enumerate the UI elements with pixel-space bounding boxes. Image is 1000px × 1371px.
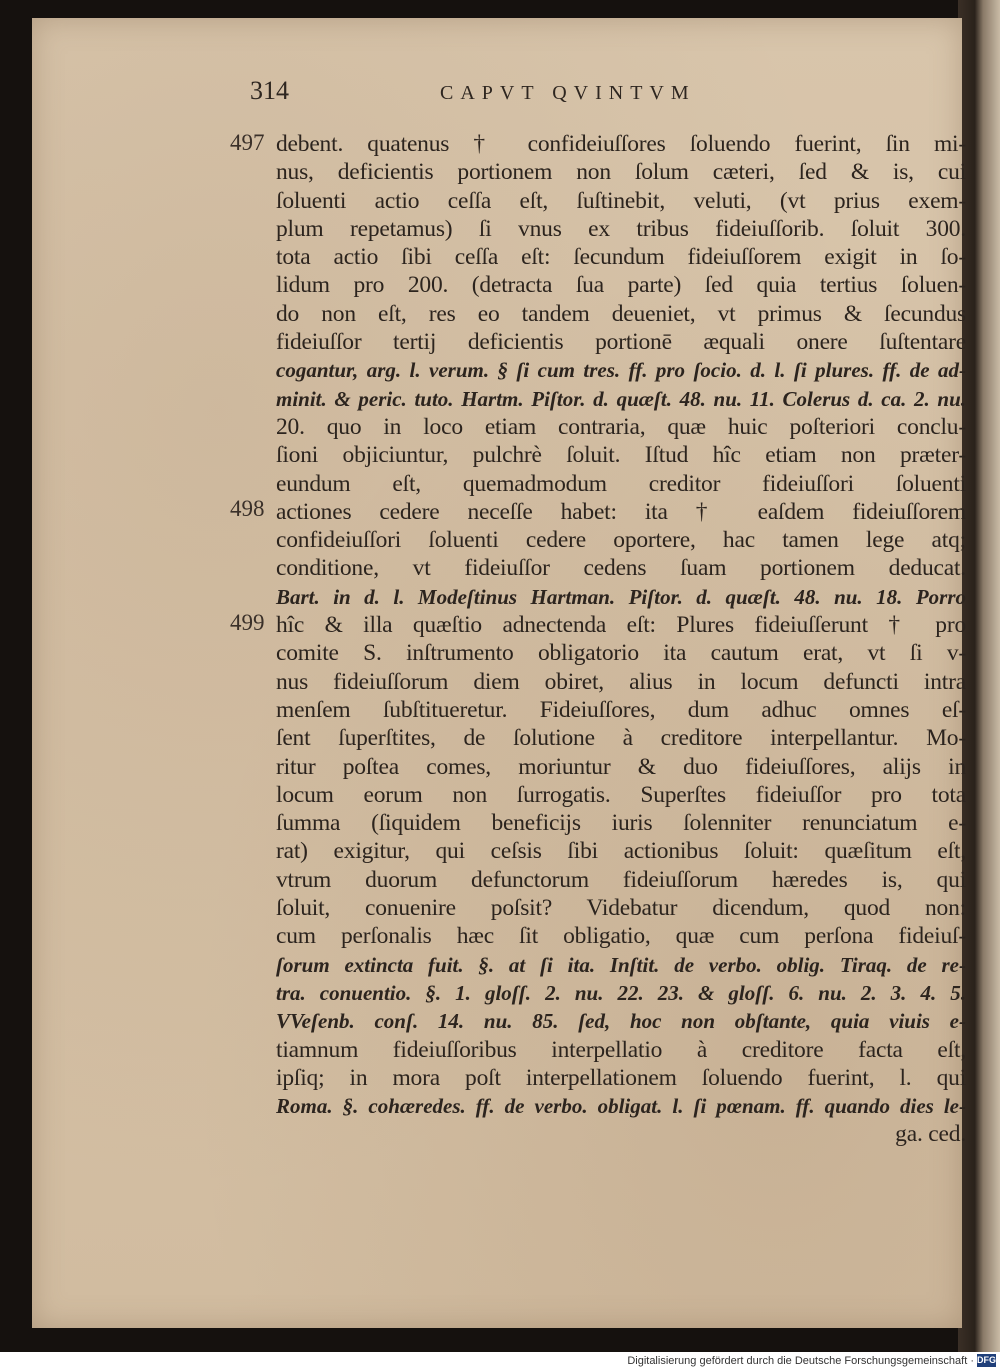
body-text [276,130,966,1149]
margin-number-498: 498 [230,496,265,521]
text-line: ſumma (ſiquidem beneficijs iuris ſolenniter renunciatum e- [276,810,966,837]
text-line: minit. & peric. tuto. Hartm. Piſtor. d. quæſt. 48. nu. 11. Colerus d. ca. 2. nu. [276,386,966,411]
text-line: ſent ſuperſtites, de ſolutione à creditore interpellantur. Mo- [276,725,966,752]
text-line: fideiuſſor tertij deficientis portionē æquali onere ſuſtentare [276,329,966,356]
running-head [230,70,792,110]
text-line: ſorum extincta fuit. §. at ſi ita. Inſtit. de verbo. oblig. Tiraq. de re- [276,952,966,977]
text-line: do non eſt, res eo tandem deueniet, vt primus & ſecundus [276,300,966,327]
funding-notice: Digitalisierung gefördert durch die Deutsche Forschungsgemeinschaft · [627,1355,974,1367]
page-number: 314 [250,76,289,105]
text-line: Bart. in d. l. Modeſtinus Hartman. Piſtor. d. quæſt. 48. nu. 18. Porro [276,584,966,609]
text-line: hîc & illa quæſtio adnectenda eſt: Plures fideiuſſerunt † pro [276,612,966,639]
text-line: cogantur, arg. l. verum. § ſi cum tres. ff. pro ſocio. d. l. ſi plures. ff. de ad- [276,358,966,383]
text-line: Roma. §. cohæredes. ff. de verbo. obligat. l. ſi pœnam. ff. quando dies le- [276,1094,966,1119]
text-line: rat) exigitur, qui ceſsis ſibi actionibus ſoluit: quæſitum eſt, [276,838,966,865]
dfg-logo-icon: DFG [977,1355,996,1365]
text-line: vtrum duorum defunctorum fideiuſſorum hæredes is, qui [276,866,966,893]
text-line: 20. quo in loco etiam contraria, quæ huic poſteriori conclu- [276,413,966,440]
margin-number-497: 497 [230,130,265,155]
text-line: ſoluit, conuenire poſsit? Videbatur dicendum, quod non: [276,895,966,922]
text-line: ſoluenti actio ceſſa eſt, ſuſtinebit, veluti, (vt prius exem- [276,187,966,214]
running-title: CAPVT QVINTVM [440,82,696,104]
text-line: tra. conuentio. §. 1. gloſſ. 2. nu. 22. 23. & gloſſ. 6. nu. 2. 3. 4. 5. [276,980,966,1005]
text-line: ga. ced. [895,1121,966,1148]
text-line: comite S. inſtrumento obligatorio ita cautum erat, vt ſi v- [276,640,966,667]
text-line: ipſiq; in mora poſt interpellationem ſoluendo fuerint, l. qui [276,1064,966,1091]
margin-number-499: 499 [230,610,265,635]
text-line: locum eorum non ſurrogatis. Superſtes fideiuſſor pro tota [276,781,966,808]
text-line: cum perſonalis hæc ſit obligatio, quæ cum perſona fideiuſ- [276,923,966,950]
text-line: ritur poſtea comes, moriuntur & duo fideiuſſores, alijs in [276,753,966,780]
text-line: plum repetamus) ſi vnus ex tribus fideiuſſorib. ſoluit 300. [276,215,966,242]
text-line: debent. quatenus † confideiuſſores ſoluendo fuerint, ſin mi- [276,131,966,157]
text-line: eundum eſt, quemadmodum creditor fideiuſſori ſoluenti [276,470,966,497]
text-line: nus fideiuſſorum diem obiret, alius in locum defuncti intra [276,668,966,695]
text-line: conditione, vt fideiuſſor cedens ſuam portionem deducat. [276,555,966,582]
book-page [32,18,966,1328]
text-line: tiamnum fideiuſſoribus interpellatio à creditore facta eſt, [276,1036,966,1063]
text-line: lidum pro 200. (detracta ſua parte) ſed quia tertius ſoluen- [276,272,966,299]
text-line: actiones cedere neceſſe habet: ita † eaſdem fideiuſſorem [276,498,966,525]
text-line: confideiuſſori ſoluenti cedere oportere, hac tamen lege atq; [276,527,966,554]
text-line: tota actio ſibi ceſſa eſt: ſecundum fideiuſſorem exigit in ſo- [276,244,966,271]
text-line: VVeſenb. conſ. 14. nu. 85. ſed, hoc non obſtante, quia viuis e- [276,1009,966,1034]
text-line: ſioni objiciuntur, pulchrè ſoluit. Iſtud hîc etiam non præter- [276,442,966,469]
text-line: menſem ſubſtitueretur. Fideiuſſores, dum adhuc omnes eſ- [276,696,966,723]
text-line: nus, deficientis portionem non ſolum cæteri, ſed & is, cui [276,159,966,186]
